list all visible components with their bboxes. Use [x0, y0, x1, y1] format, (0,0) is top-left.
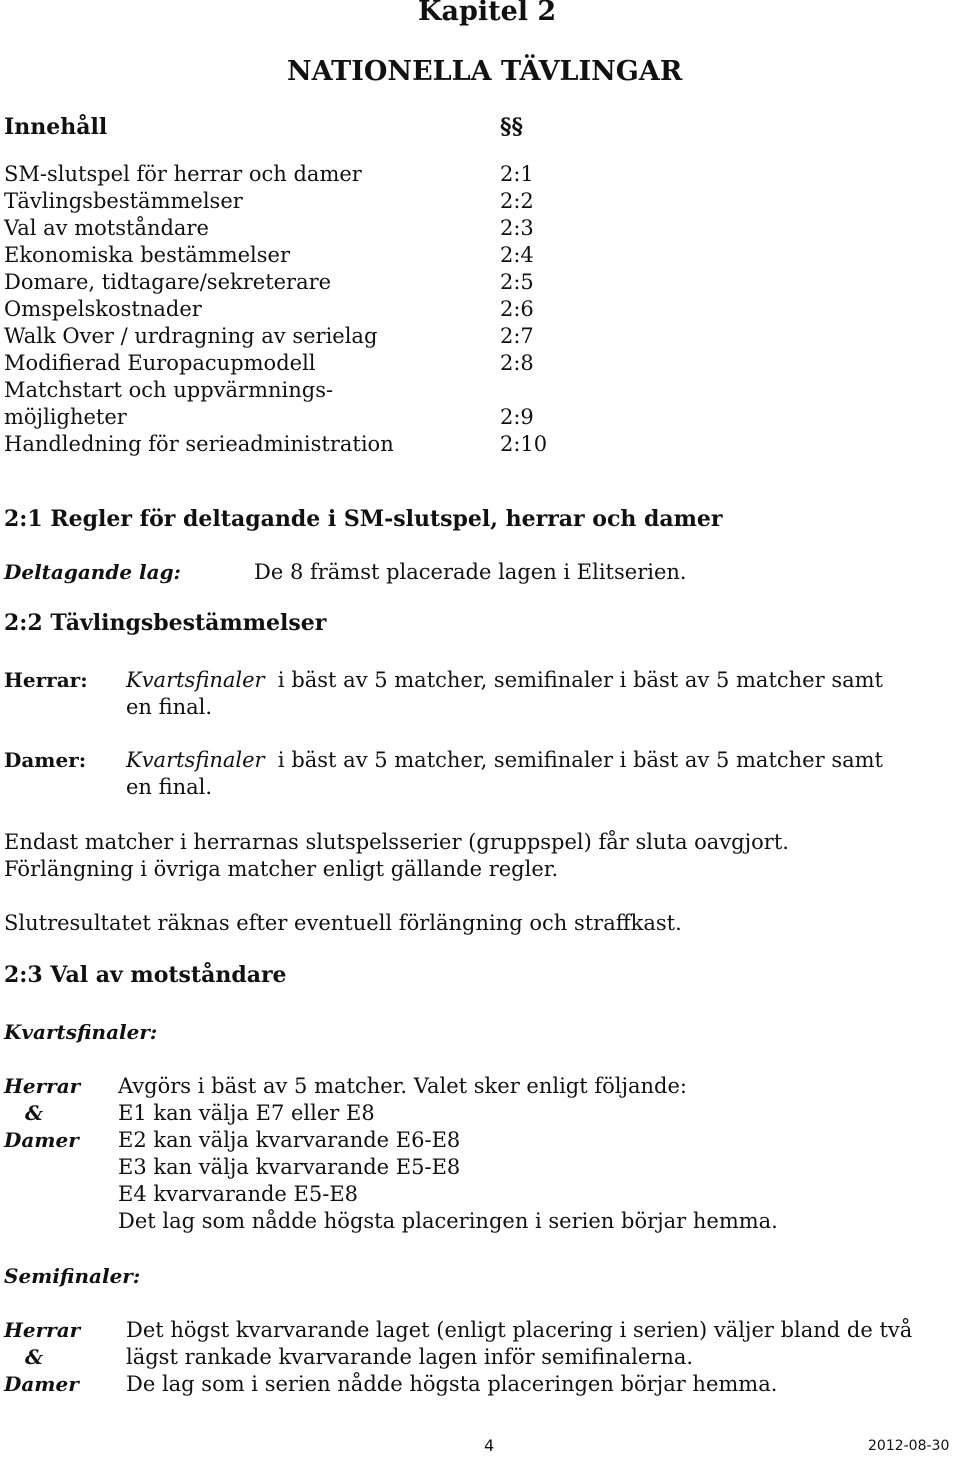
quarter-rule-line: E4 kvarvarande E5-E8: [118, 1182, 359, 1206]
toc-item-label: Handledning för serieadministration: [4, 432, 394, 456]
toc-item-number: 2:9: [500, 405, 534, 429]
final-result-text: Slutresultatet räknas efter eventuell förlängning och straffkast.: [4, 911, 682, 935]
toc-item-label: Walk Over / urdragning av serielag: [4, 324, 378, 348]
toc-item: [0, 378, 560, 405]
semi-rule-line: De lag som i serien nådde högsta placeringen börjar hemma.: [126, 1372, 778, 1396]
toc-item: [0, 405, 560, 432]
toc-item-label: Modifierad Europacupmodell: [4, 351, 316, 375]
chapter-label: Kapitel 2: [418, 0, 557, 27]
semi-rule-line: lägst rankade kvarvarande lagen inför semifinalerna.: [126, 1345, 694, 1369]
women-quarterfinals-term: Kvartsfinaler: [126, 748, 265, 772]
women-rules-text: i bäst av 5 matcher, semifinaler i bäst av 5 matcher samt: [277, 748, 883, 772]
participating-teams-text: De 8 främst placerade lagen i Elitserien.: [254, 560, 687, 584]
toc-item-label: Val av motståndare: [4, 216, 209, 240]
toc-item-number: 2:1: [500, 162, 534, 186]
toc-item: [0, 351, 560, 378]
overtime-rule-text: Förlängning i övriga matcher enligt gällande regler.: [4, 857, 559, 881]
section-heading-2-3: 2:3 Val av motståndare: [4, 962, 287, 988]
semi-rule-line: Det högst kvarvarande laget (enligt placering i serien) väljer bland de två: [126, 1318, 913, 1342]
toc-item: [0, 189, 560, 216]
men-quarterfinals-term: Kvartsfinaler: [126, 668, 265, 692]
toc-item: [0, 162, 560, 189]
toc-item-number: 2:10: [500, 432, 548, 456]
toc-item-number: 2:4: [500, 243, 534, 267]
toc-item-label: Domare, tidtagare/sekreterare: [4, 270, 332, 294]
quarterfinals-heading: Kvartsfinaler:: [4, 1020, 158, 1044]
toc-item-number: 2:3: [500, 216, 534, 240]
quarter-rule-line: Det lag som nådde högsta placeringen i serien börjar hemma.: [118, 1209, 778, 1233]
toc-item-number: 2:2: [500, 189, 534, 213]
toc-item-number: 2:8: [500, 351, 534, 375]
footer-date: 2012-08-30: [868, 1438, 950, 1454]
page-title: NATIONELLA TÄVLINGAR: [287, 56, 683, 87]
participating-teams-label: Deltagande lag:: [4, 560, 181, 584]
men-rules-text: i bäst av 5 matcher, semifinaler i bäst av 5 matcher samt: [277, 668, 883, 692]
toc-item-label: SM-slutspel för herrar och damer: [4, 162, 362, 186]
toc-item: [0, 324, 560, 351]
section-heading-2-2: 2:2 Tävlingsbestämmelser: [4, 610, 327, 636]
toc-item: [0, 243, 560, 270]
quarter-rule-line: E2 kan välja kvarvarande E6-E8: [118, 1128, 461, 1152]
toc-item-label: Omspelskostnader: [4, 297, 202, 321]
toc-item-number: 2:6: [500, 297, 534, 321]
men-rules-continued: en final.: [126, 695, 213, 719]
quarter-group-label-and: &: [25, 1101, 44, 1125]
semi-group-label-and: &: [25, 1345, 44, 1369]
draw-rule-text: Endast matcher i herrarnas slutspelsserier (gruppspel) får sluta oavgjort.: [4, 830, 789, 854]
quarter-group-label-men: Herrar: [4, 1074, 81, 1098]
men-label: Herrar:: [4, 668, 88, 692]
toc-item-number: 2:7: [500, 324, 534, 348]
toc-heading: Innehåll: [4, 114, 108, 140]
section-symbol: §§: [500, 114, 524, 140]
women-label: Damer:: [4, 748, 87, 772]
women-rules-continued: en final.: [126, 775, 213, 799]
section-heading-2-1: 2:1 Regler för deltagande i SM-slutspel, herrar och damer: [4, 506, 723, 532]
toc-item-label: Matchstart och uppvärmnings-: [4, 378, 334, 402]
toc-item-label: Ekonomiska bestämmelser: [4, 243, 291, 267]
toc-item: [0, 270, 560, 297]
page-number: 4: [484, 1436, 495, 1455]
toc-item-label: möjligheter: [4, 405, 127, 429]
toc-item: [0, 297, 560, 324]
men-rules: [126, 668, 883, 692]
quarter-rule-line: E1 kan välja E7 eller E8: [118, 1101, 375, 1125]
quarter-rule-line: Avgörs i bäst av 5 matcher. Valet sker enligt följande:: [118, 1074, 687, 1098]
semi-group-label-women: Damer: [4, 1372, 79, 1396]
toc-item-label: Tävlingsbestämmelser: [4, 189, 243, 213]
quarter-group-label-women: Damer: [4, 1128, 79, 1152]
semi-group-label-men: Herrar: [4, 1318, 81, 1342]
toc-item: [0, 432, 560, 459]
semifinals-heading: Semifinaler:: [4, 1264, 141, 1288]
toc-item: [0, 216, 560, 243]
toc-item-number: 2:5: [500, 270, 534, 294]
quarter-rule-line: E3 kan välja kvarvarande E5-E8: [118, 1155, 461, 1179]
women-rules: [126, 748, 883, 772]
